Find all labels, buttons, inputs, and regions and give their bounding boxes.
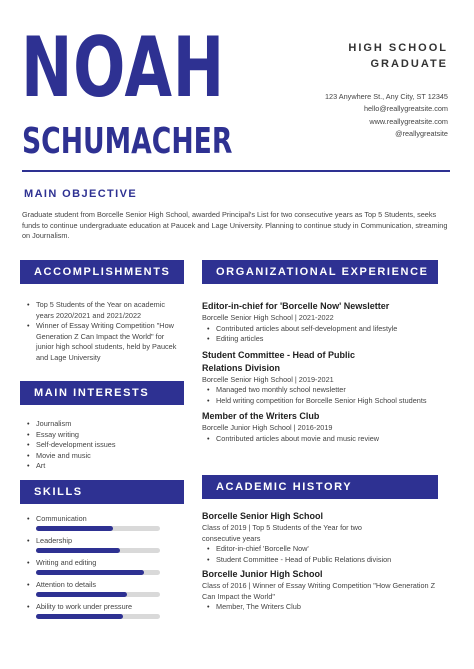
skills-list [22, 514, 182, 619]
skill-item [22, 580, 182, 597]
list-item: • Held writing competition for Borcelle Senior High School students [216, 396, 438, 407]
website[interactable]: www.reallygreatsite.com [369, 117, 448, 126]
skill-bar-fill [36, 570, 144, 575]
header-divider [22, 170, 450, 172]
list-item: • Contributed articles about movie and music review [216, 434, 438, 445]
job-title: Student Committee - Head of Public Relations Division [202, 349, 356, 373]
skill-bar-fill [36, 592, 127, 597]
experience-item [202, 349, 438, 407]
list-item: • Editor-in-chief 'Borcelle Now' [216, 544, 438, 555]
interests-list [22, 419, 184, 472]
school-title: Borcelle Senior High School [202, 511, 324, 521]
skills-header: SKILLS [20, 480, 184, 504]
school-meta: Class of 2019 | Top 5 Students of the Year for two consecutive years [202, 523, 362, 543]
job-meta: Borcelle Senior High School | 2019-2021 [202, 374, 334, 384]
list-item: • Contributed articles about self-development and lifestyle [216, 324, 438, 335]
objective-text: Graduate student from Borcelle Senior High School, awarded Principal's List for two consecutive years as Top 5 Students, seeks funds to continue undergraduate education at Paucek and Lage University. Planning to continue study in Communication, streaming on Journalism. [22, 210, 448, 241]
list-item: • Essay writing [36, 430, 184, 441]
accomplishments-list [22, 300, 184, 363]
accomplishments-header: ACCOMPLISHMENTS [20, 260, 184, 284]
interests-header: MAIN INTERESTS [20, 381, 184, 405]
contact-address-block [248, 91, 448, 114]
skill-item [22, 602, 182, 619]
skill-bar-track [36, 548, 160, 553]
skill-bar-track [36, 570, 160, 575]
skill-bar-fill [36, 614, 123, 619]
school-title: Borcelle Junior High School [202, 569, 323, 579]
job-meta: Borcelle Senior High School | 2021-2022 [202, 313, 334, 322]
list-item: • Winner of Essay Writing Competition "How Generation Z Can Impact the World" for junior high school students, held by Paucek and Lage University [36, 321, 184, 363]
skill-item [22, 558, 182, 575]
list-item: • Self-development issues [36, 440, 184, 451]
education-list [202, 510, 438, 613]
list-item: • Member, The Writers Club [216, 602, 438, 613]
skill-name: • Writing and editing [22, 558, 182, 568]
list-item: • Top 5 Students of the Year on academic years 2020/2021 and 2021/2022 [36, 300, 184, 321]
skill-bar-track [36, 614, 160, 619]
education-item [202, 510, 438, 565]
list-item: • Editing articles [216, 334, 438, 345]
address: 123 Anywhere St., Any City, ST 12345 [324, 92, 448, 101]
education-header: ACADEMIC HISTORY [202, 475, 438, 499]
skill-bar-fill [36, 548, 120, 553]
email[interactable]: hello@reallygreatsite.com [363, 103, 448, 113]
skill-item [22, 536, 182, 553]
skill-name: • Communication [22, 514, 182, 524]
last-name: SCHUMACHER [22, 121, 233, 162]
skill-name: • Ability to work under pressure [22, 602, 182, 612]
skill-name: • Leadership [22, 536, 182, 546]
job-title: Editor-in-chief for 'Borcelle Now' Newsletter [202, 301, 390, 311]
role-title [288, 40, 448, 72]
social-handle[interactable]: @reallygreatsite [395, 128, 448, 138]
experience-item [202, 300, 438, 345]
school-meta: Class of 2016 | Winner of Essay Writing Competition "How Generation Z Can Impact the World" [202, 581, 436, 601]
list-item: • Student Committee - Head of Public Relations division [216, 555, 438, 566]
skill-bar-fill [36, 526, 113, 531]
job-title: Member of the Writers Club [202, 411, 320, 421]
experience-header: ORGANIZATIONAL EXPERIENCE [202, 260, 438, 284]
first-name: NOAH [21, 19, 225, 116]
skill-name: • Attention to details [22, 580, 182, 590]
job-meta: Borcelle Junior High School | 2016-2019 [202, 423, 333, 432]
experience-item [202, 410, 438, 444]
experience-list [202, 300, 438, 444]
role-line-1: HIGH SCHOOL [348, 42, 448, 54]
list-item: • Art [36, 461, 184, 472]
skill-item [22, 514, 182, 531]
education-item [202, 568, 438, 613]
skill-bar-track [36, 592, 160, 597]
contact-web-block [248, 116, 448, 139]
objective-title: MAIN OBJECTIVE [24, 188, 138, 200]
role-line-2: GRADUATE [370, 58, 448, 70]
list-item: • Movie and music [36, 451, 184, 462]
list-item: • Journalism [36, 419, 184, 430]
skill-bar-track [36, 526, 160, 531]
list-item: • Managed two monthly school newsletter [216, 385, 438, 396]
